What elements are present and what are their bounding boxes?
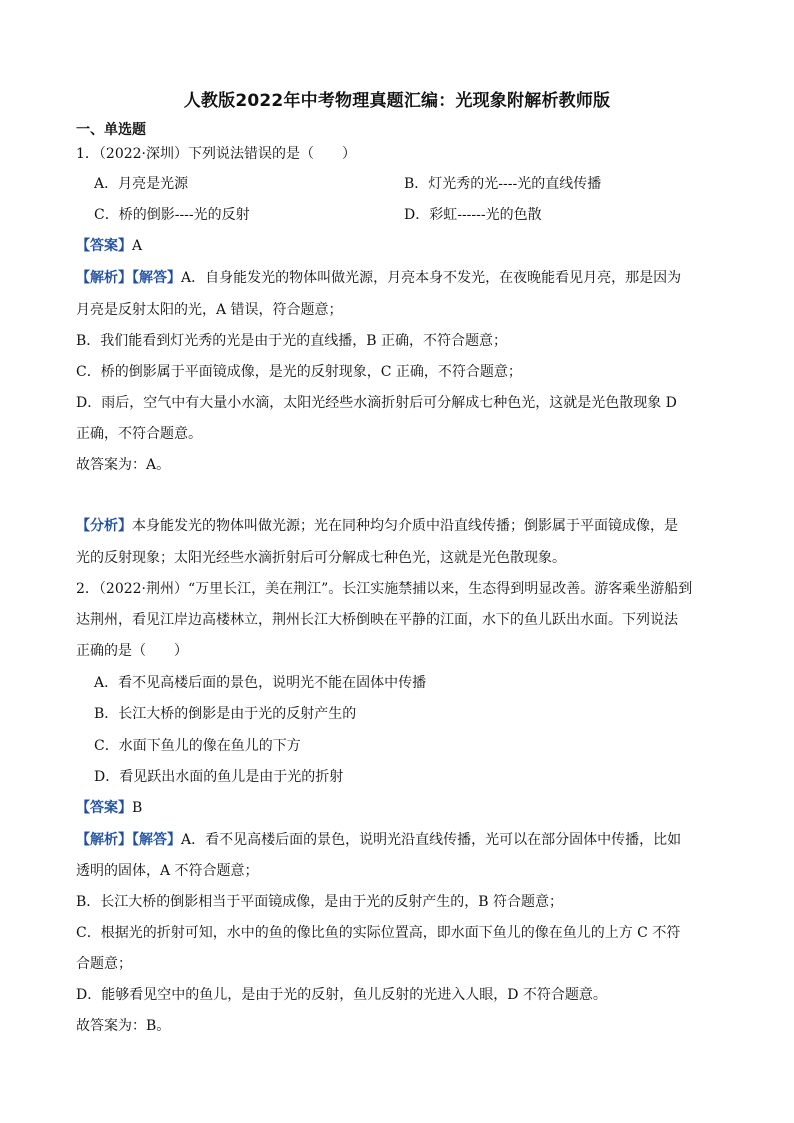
- q2-answer: B: [132, 800, 143, 816]
- q2-stem-line-1: 2．（2022·荆州）“万里长江，美在荆江”。长江实施禁捕以来，生态得到明显改善。游客乘坐游船到: [76, 581, 693, 597]
- q1-option-b: B．灯光秀的光----光的直线传播: [404, 176, 602, 192]
- q1-option-d: D．彩虹------光的色散: [404, 207, 542, 223]
- q1-summary-line-2: 光的反射现象；太阳光经些水滴折射后可分解成七种色光，这就是光色散现象。: [76, 550, 566, 566]
- q1-solution-line-6: 正确，不符合题意。: [76, 426, 202, 442]
- solution-tag: 【解答】: [132, 270, 181, 286]
- q2-solution-line-3: B．长江大桥的倒影相当于平面镜成像，是由于光的反射产生的，B 符合题意；: [76, 894, 564, 910]
- q1-stem: 1．（2022·深圳）下列说法错误的是（ ）: [76, 146, 356, 162]
- page-title: 人教版2022年中考物理真题汇编：光现象附解析教师版: [183, 91, 611, 111]
- q2-option-a: A．看不见高楼后面的景色，说明光不能在固体中传播: [94, 675, 427, 691]
- section-heading: 一、单选题: [76, 122, 146, 138]
- analysis-tag: 【解析】: [76, 270, 132, 286]
- q1-summary-text-1: 本身能发光的物体叫做光源；光在同种均匀介质中沿直线传播；倒影属于平面镜成像，是: [132, 518, 678, 534]
- solution-tag: 【解答】: [132, 832, 181, 848]
- q1-solution-line-2: 月亮是反射太阳的光，A 错误，符合题意；: [76, 302, 343, 318]
- q2-stem-line-2: 达荆州，看见江岸边高楼林立，荆州长江大桥倒映在平静的江面，水下的鱼儿跃出水面。下列说法: [76, 612, 678, 628]
- q2-solution-line-7: 故答案为：B。: [76, 1018, 171, 1034]
- analysis-tag: 【解析】: [76, 832, 132, 848]
- summary-tag: 【分析】: [76, 518, 132, 534]
- q1-solution-line-4: C．桥的倒影属于平面镜成像，是光的反射现象，C 正确，不符合题意；: [76, 364, 522, 380]
- q1-summary-line-1: [76, 516, 726, 536]
- q2-stem-line-3: 正确的是（ ）: [76, 643, 188, 659]
- q2-option-c: C．水面下鱼儿的像在鱼儿的下方: [94, 738, 301, 754]
- q1-solution-line-5: D．雨后，空气中有大量小水滴，太阳光经些水滴折射后可分解成七种色光，这就是光色散现象 D: [76, 395, 677, 411]
- q2-solution-line-5: 合题意；: [76, 956, 132, 972]
- q2-option-d: D．看见跃出水面的鱼儿是由于光的折射: [94, 769, 344, 785]
- q1-option-c: C．桥的倒影----光的反射: [94, 207, 250, 223]
- q2-option-b: B．长江大桥的倒影是由于光的反射产生的: [94, 706, 357, 722]
- q2-solution-line-6: D．能够看见空中的鱼儿，是由于光的反射，鱼儿反射的光进入人眼，D 不符合题意。: [76, 987, 607, 1003]
- q1-answer: A: [132, 238, 143, 254]
- q1-solution-line-7: 故答案为：A。: [76, 457, 171, 473]
- q1-option-a: A．月亮是光源: [94, 176, 189, 192]
- q2-solution-line-2: 透明的固体，A 不符合题意；: [76, 863, 259, 879]
- q1-answer-line: [76, 236, 726, 256]
- q2-solution-text-1: A．看不见高楼后面的景色，说明光沿直线传播，光可以在部分固体中传播，比如: [181, 832, 682, 848]
- answer-tag: 【答案】: [76, 800, 132, 816]
- q2-solution-line-4: C．根据光的折射可知，水中的鱼的像比鱼的实际位置高，即水面下鱼儿的像在鱼儿的上方 C 不符: [76, 925, 681, 941]
- q1-solution-text-1: A．自身能发光的物体叫做光源，月亮本身不发光，在夜晚能看见月亮，那是因为: [181, 270, 682, 286]
- answer-tag: 【答案】: [76, 238, 132, 254]
- q2-solution-line-1: [76, 830, 726, 850]
- q1-solution-line-1: [76, 268, 726, 288]
- q2-answer-line: [76, 798, 726, 818]
- q1-solution-line-3: B．我们能看到灯光秀的光是由于光的直线播，B 正确，不符合题意；: [76, 333, 508, 349]
